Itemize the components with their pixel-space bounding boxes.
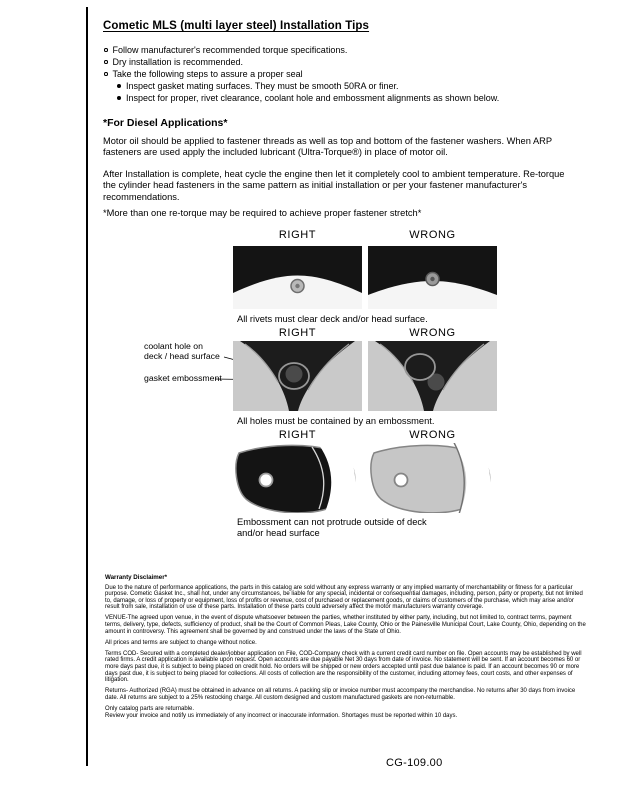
coolant-hole-callout-line1: coolant hole on bbox=[144, 341, 203, 351]
diesel-paragraph-2: After Installation is complete, heat cycle the engine then let it completely cool to ambient temperature. Re-torque the cylinder head fasteners in the same pattern as initial installation or per your fastener manufacturer's recommendations. bbox=[103, 169, 565, 202]
gasket-embossment-callout: gasket embossment bbox=[144, 373, 222, 383]
hole-not-contained-diagram bbox=[368, 341, 497, 411]
diesel-paragraph-1: Motor oil should be applied to fastener threads as well as top and bottom of the fastener washers. When ARP fasteners are used apply the included lubricant (Ultra-Torque®) in place of motor oil. bbox=[103, 136, 552, 158]
tip-subitem bbox=[117, 92, 499, 104]
right-label-row2: RIGHT bbox=[278, 327, 317, 339]
warranty-paragraph: All prices and terms are subject to change without notice. bbox=[105, 639, 257, 646]
right-label-row3: RIGHT bbox=[278, 429, 317, 441]
tip-item bbox=[104, 56, 499, 68]
warranty-paragraph: Review your invoice and notify us immediately of any incorrect or inaccurate information. Shortages must be reported within 10 days. bbox=[105, 712, 458, 719]
open-circle-bullet-icon bbox=[104, 60, 108, 64]
rivet-right-image bbox=[233, 246, 362, 309]
warranty-section bbox=[105, 575, 589, 719]
row1-caption: All rivets must clear deck and/or head surface. bbox=[237, 314, 428, 324]
warranty-paragraph: VENUE-The agreed upon venue, in the event of dispute whatsoever between the parties, whether instituted by either party, including, but not limited to, contract terms, payment terms, delivery, type, defects, sufficiency of product, shall be the Court of Common Pleas, Lake County, Ohio or the Painesville Municipal Court, Lake County, Ohio, depending on the amount in controversy. This agreement shall be governed by and construed under the laws of the State of Ohio. bbox=[105, 615, 586, 635]
tip-subitem bbox=[117, 80, 499, 92]
warranty-paragraph: Only catalog parts are returnable. bbox=[105, 706, 195, 712]
embossment-right-image bbox=[233, 341, 362, 411]
tip-text: Inspect for proper, rivet clearance, coolant hole and embossment alignments as shown below. bbox=[126, 93, 500, 103]
open-circle-bullet-icon bbox=[104, 72, 108, 76]
catalog-page-code: CG-109.00 bbox=[386, 757, 443, 769]
rivet-clear-diagram bbox=[233, 246, 362, 309]
embossment-wrong-image bbox=[368, 341, 497, 411]
retorque-note: *More than one re-torque may be required to achieve proper fastener stretch* bbox=[103, 208, 422, 218]
warranty-paragraph: Terms COD- Secured with a completed dealer/jobber application on File, COD-Company check with a current credit card number on file. Open accounts may be established by well rated firms. A credit application is available upon request. Open accounts are due payable Net 30 days from date of invoice. No statement will be sent. If an account becomes 60 or more days past due, it is subject to being placed on credit hold. No orders will be shipped or new orders accepted until past due balance is paid. If an account becomes 90 or more days past due, it is subject to being placed for collections. All costs of collection are the responsibility of the customer, including attorney fees, court costs, and other expenses of litigation. bbox=[105, 650, 582, 684]
tip-text: Dry installation is recommended. bbox=[112, 57, 244, 67]
rivet-wrong-image bbox=[368, 246, 497, 309]
warranty-heading: Warranty Disclaimer* bbox=[105, 574, 168, 581]
wrong-label-row2: WRONG bbox=[409, 327, 456, 339]
tip-text: Take the following steps to assure a proper seal bbox=[112, 69, 303, 79]
open-circle-bullet-icon bbox=[104, 48, 108, 52]
hole-contained-diagram bbox=[233, 341, 362, 411]
tip-item bbox=[104, 68, 499, 80]
tip-item bbox=[104, 44, 499, 56]
right-label-row1: RIGHT bbox=[278, 229, 317, 241]
wrong-label-row1: WRONG bbox=[409, 229, 456, 241]
row3-caption: Embossment can not protrude outside of deck and/or head surface bbox=[237, 517, 427, 538]
protrusion-wrong-image bbox=[368, 443, 497, 513]
embossment-inside-deck-diagram bbox=[233, 443, 362, 513]
rivet-overlap-diagram bbox=[368, 246, 497, 309]
coolant-hole-callout-line2: deck / head surface bbox=[144, 351, 220, 361]
embossment-protruding-diagram bbox=[368, 443, 497, 513]
filled-circle-bullet-icon bbox=[117, 96, 121, 100]
wrong-label-row3: WRONG bbox=[409, 429, 456, 441]
tips-list bbox=[104, 44, 499, 104]
protrusion-right-image bbox=[233, 443, 362, 513]
tip-text: Follow manufacturer's recommended torque specifications. bbox=[112, 45, 348, 55]
warranty-paragraph: Due to the nature of performance applications, the parts in this catalog are sold without any express warranty or any implied warranty of merchantability or fitness for a particular purpose. Cometic Gasket Inc., shall not, under any circumstances, be liable for any special, incidental or consequential damages, including, person, party or property, but not limited to, damage, or loss of property or equipment, loss of profits or revenue, cost of purchased or replacement goods, or claims of customers of the purchase, which may arise and/or result from sale, installation or use of these parts. Installation of these parts could adversely affect the motor manufacturers warranty coverage. bbox=[105, 584, 583, 611]
row2-caption: All holes must be contained by an embossment. bbox=[237, 416, 435, 426]
diesel-applications-heading: *For Diesel Applications* bbox=[103, 117, 228, 129]
page-title: Cometic MLS (multi layer steel) Installation Tips bbox=[103, 20, 370, 32]
tip-text: Inspect gasket mating surfaces. They must be smooth 50RA or finer. bbox=[126, 81, 399, 91]
left-rule-line bbox=[86, 7, 88, 766]
warranty-paragraph: Returns- Authorized (RGA) must be obtained in advance on all returns. A packing slip or invoice number must accompany the merchandise. No returns after 30 days from invoice date. All returns are subject to a 25% restocking charge. All custom designed and custom manufactured gaskets are non-returnable. bbox=[105, 688, 576, 701]
filled-circle-bullet-icon bbox=[117, 84, 121, 88]
